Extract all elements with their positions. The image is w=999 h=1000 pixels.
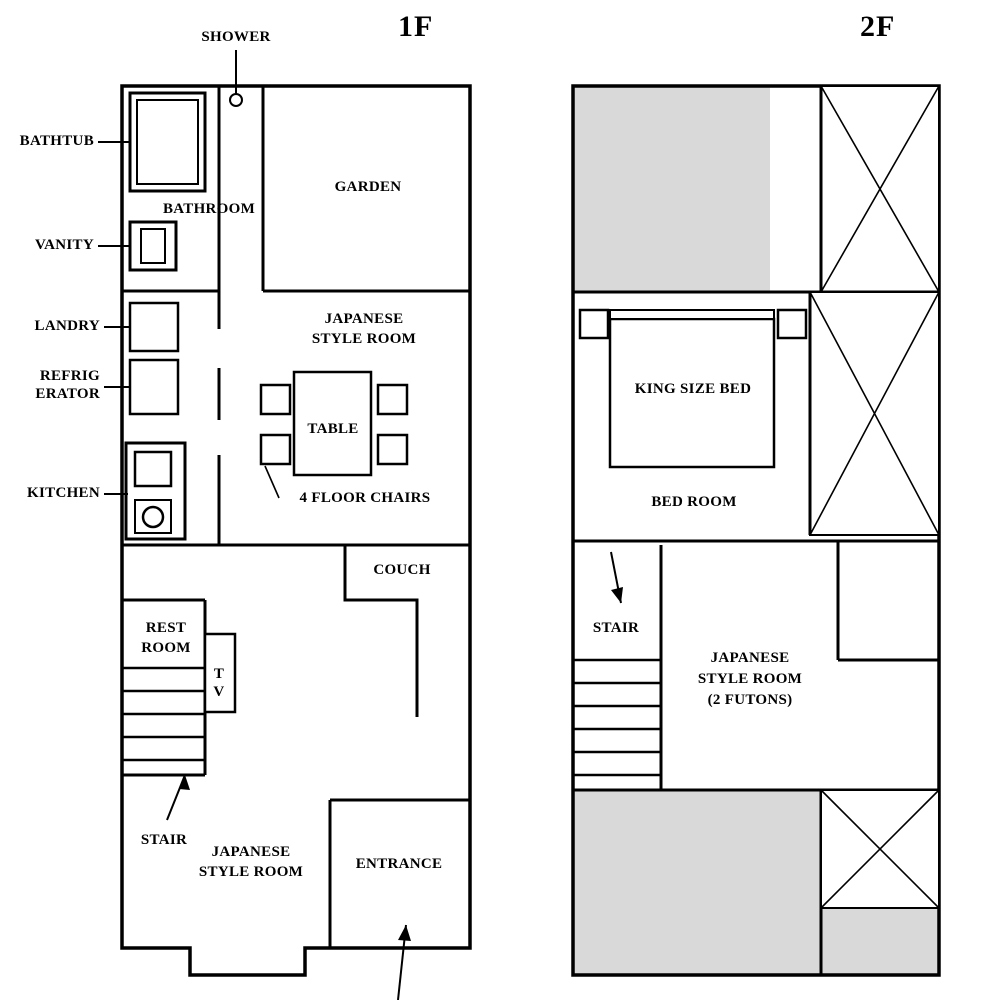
label-couch: COUCH — [373, 562, 431, 578]
floor-chair-1 — [261, 385, 290, 414]
label-japanese-room-2-line1: JAPANESE — [211, 844, 291, 860]
label-shower: SHOWER — [201, 29, 271, 45]
floor2-title: 2F — [860, 10, 896, 43]
label-bed-room: BED ROOM — [651, 494, 737, 510]
stair-2f — [573, 660, 661, 790]
label-japanese-room-2f-line3: (2 FUTONS) — [707, 692, 793, 708]
shower-head — [230, 94, 242, 106]
label-rest-room-line2: ROOM — [141, 640, 191, 656]
stair2-arrow-head — [611, 587, 623, 603]
void-top-left — [573, 86, 770, 292]
label-landry: LANDRY — [34, 318, 100, 334]
label-entrance: ENTRANCE — [355, 856, 443, 872]
label-rest-room-line1: REST — [145, 620, 187, 636]
label-japanese-room-2f-line2: STYLE ROOM — [697, 671, 803, 687]
floor-chair-2 — [261, 435, 290, 464]
label-tv-line1: T — [213, 666, 225, 682]
label-bathtub: BATHTUB — [19, 133, 94, 149]
label-japanese-room-1-line1: JAPANESE — [324, 311, 404, 327]
label-floor-chairs: 4 FLOOR CHAIRS — [299, 490, 431, 506]
label-bathroom: BATHROOM — [162, 201, 256, 217]
kitchen-sink — [135, 452, 171, 486]
landry-unit — [130, 303, 178, 351]
label-japanese-room-2f-line1: JAPANESE — [710, 650, 790, 666]
label-king-size-bed: KING SIZE BED — [634, 381, 752, 397]
void-bottom-left — [573, 790, 821, 975]
vanity-sink — [141, 229, 165, 263]
label-refrigerator-line1: REFRIG — [39, 368, 100, 384]
roof-panel-top — [821, 86, 939, 292]
label-garden: GARDEN — [334, 179, 402, 195]
bed-headboard — [610, 310, 774, 319]
label-tv-line2: V — [213, 684, 225, 700]
floor-chair-4 — [378, 435, 407, 464]
label-stair-2f: STAIR — [592, 620, 640, 636]
nightstand-left — [580, 310, 608, 338]
label-japanese-room-1-line2: STYLE ROOM — [311, 331, 417, 347]
floor1-title: 1F — [398, 10, 434, 43]
roof-panel-bottom — [821, 790, 939, 908]
label-stair-1f: STAIR — [140, 832, 188, 848]
floor2-plan — [573, 86, 939, 975]
roof-panel-middle — [810, 292, 939, 535]
label-vanity: VANITY — [34, 237, 94, 253]
void-bottom-right — [821, 905, 939, 975]
bathtub-inner — [137, 100, 198, 184]
kitchen-burner — [143, 507, 163, 527]
label-table: TABLE — [307, 421, 359, 437]
floor-chair-3 — [378, 385, 407, 414]
label-refrigerator-line2: ERATOR — [35, 386, 100, 402]
refrigerator-unit — [130, 360, 178, 414]
label-japanese-room-2-line2: STYLE ROOM — [198, 864, 304, 880]
label-kitchen: KITCHEN — [27, 485, 100, 501]
nightstand-right — [778, 310, 806, 338]
